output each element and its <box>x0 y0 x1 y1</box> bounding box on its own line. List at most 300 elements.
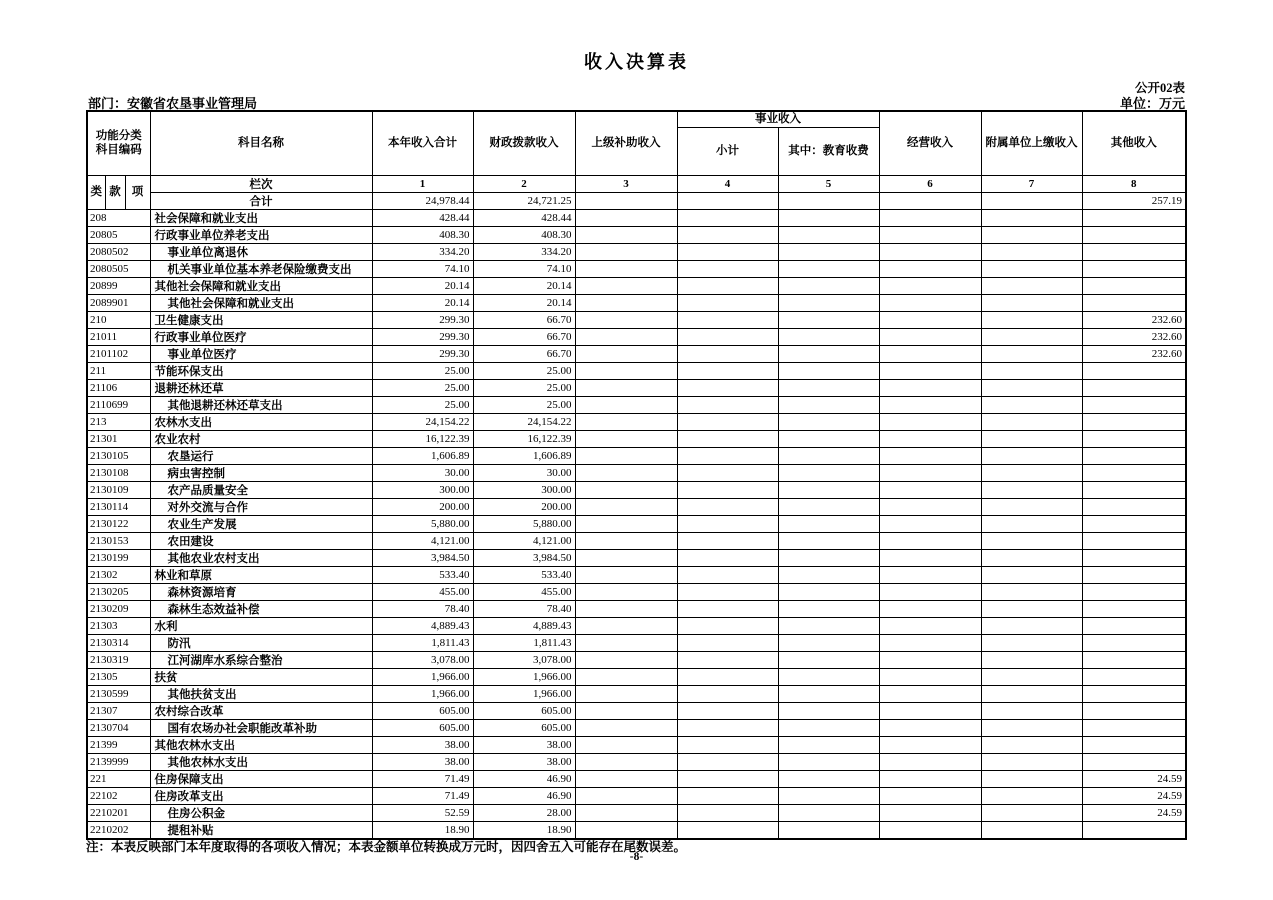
row-value-cell <box>1082 243 1186 260</box>
table-row <box>87 413 1186 430</box>
row-value-cell <box>879 651 981 668</box>
table-row <box>87 804 1186 821</box>
row-value-cell <box>575 787 677 804</box>
row-function-code: 22102 <box>87 787 150 804</box>
row-value-cell: 408.30 <box>372 226 473 243</box>
row-function-code: 21301 <box>87 430 150 447</box>
row-value-cell <box>575 243 677 260</box>
row-value-cell <box>879 277 981 294</box>
row-subject-name: 其他农林水支出 <box>150 753 372 770</box>
row-value-cell <box>981 787 1082 804</box>
table-row <box>87 532 1186 549</box>
row-value-cell <box>778 294 879 311</box>
row-value-cell <box>879 821 981 839</box>
row-function-code: 2130209 <box>87 600 150 617</box>
row-value-cell <box>677 447 778 464</box>
row-value-cell <box>778 736 879 753</box>
row-value-cell <box>575 515 677 532</box>
row-value-cell: 46.90 <box>473 787 575 804</box>
row-value-cell <box>981 770 1082 787</box>
row-value-cell <box>879 549 981 566</box>
row-value-cell <box>677 328 778 345</box>
column-number-3: 3 <box>575 175 677 192</box>
row-subject-name: 农业生产发展 <box>150 515 372 532</box>
row-value-cell: 66.70 <box>473 311 575 328</box>
header-code-class: 类 <box>87 175 105 209</box>
row-value-cell <box>677 260 778 277</box>
row-value-cell: 428.44 <box>372 209 473 226</box>
row-value-cell <box>1082 821 1186 839</box>
row-value-cell <box>879 566 981 583</box>
row-value-cell <box>575 617 677 634</box>
grand-total-value-2: 24,721.25 <box>473 192 575 209</box>
row-value-cell <box>575 430 677 447</box>
row-value-cell <box>879 209 981 226</box>
row-value-cell <box>1082 260 1186 277</box>
header-code-item: 项 <box>125 175 150 209</box>
row-value-cell <box>879 481 981 498</box>
header-subject-name: 科目名称 <box>150 111 372 175</box>
row-value-cell <box>778 277 879 294</box>
row-value-cell <box>981 328 1082 345</box>
row-function-code: 2210202 <box>87 821 150 839</box>
row-value-cell <box>879 260 981 277</box>
row-value-cell <box>575 651 677 668</box>
grand-total-value-6 <box>879 192 981 209</box>
row-function-code: 2130108 <box>87 464 150 481</box>
row-function-code: 21305 <box>87 668 150 685</box>
row-value-cell <box>1082 685 1186 702</box>
row-value-cell <box>575 668 677 685</box>
row-subject-name: 住房改革支出 <box>150 787 372 804</box>
row-value-cell <box>879 668 981 685</box>
row-value-cell: 1,606.89 <box>473 447 575 464</box>
row-value-cell <box>1082 430 1186 447</box>
table-row <box>87 328 1186 345</box>
row-value-cell: 232.60 <box>1082 311 1186 328</box>
row-function-code: 21302 <box>87 566 150 583</box>
row-subject-name: 其他退耕还林还草支出 <box>150 396 372 413</box>
row-value-cell: 3,984.50 <box>473 549 575 566</box>
row-value-cell <box>778 430 879 447</box>
table-row <box>87 379 1186 396</box>
row-value-cell <box>981 226 1082 243</box>
row-subject-name: 农村综合改革 <box>150 702 372 719</box>
row-function-code: 2080502 <box>87 243 150 260</box>
row-subject-name: 农林水支出 <box>150 413 372 430</box>
column-number-6: 6 <box>879 175 981 192</box>
row-value-cell: 24,154.22 <box>473 413 575 430</box>
row-value-cell <box>981 447 1082 464</box>
row-subject-name: 行政事业单位医疗 <box>150 328 372 345</box>
row-value-cell <box>1082 226 1186 243</box>
row-value-cell: 25.00 <box>473 379 575 396</box>
row-value-cell <box>575 770 677 787</box>
table-row <box>87 651 1186 668</box>
column-number-5: 5 <box>778 175 879 192</box>
table-row <box>87 685 1186 702</box>
row-value-cell <box>1082 566 1186 583</box>
header-code-section: 款 <box>105 175 125 209</box>
table-row <box>87 311 1186 328</box>
row-subject-name: 其他社会保障和就业支出 <box>150 294 372 311</box>
department-label: 部门：安徽省农垦事业管理局 <box>88 96 258 111</box>
row-value-cell: 299.30 <box>372 328 473 345</box>
row-value-cell: 30.00 <box>473 464 575 481</box>
row-function-code: 2130319 <box>87 651 150 668</box>
table-row <box>87 770 1186 787</box>
row-value-cell: 334.20 <box>372 243 473 260</box>
row-function-code: 21106 <box>87 379 150 396</box>
row-value-cell: 3,984.50 <box>372 549 473 566</box>
row-value-cell <box>879 634 981 651</box>
row-value-cell <box>677 702 778 719</box>
row-function-code: 213 <box>87 413 150 430</box>
row-value-cell <box>677 668 778 685</box>
row-value-cell: 25.00 <box>372 396 473 413</box>
row-value-cell: 71.49 <box>372 787 473 804</box>
row-value-cell <box>778 260 879 277</box>
row-value-cell <box>778 379 879 396</box>
row-value-cell <box>778 702 879 719</box>
row-value-cell: 1,811.43 <box>372 634 473 651</box>
row-value-cell <box>677 685 778 702</box>
table-row <box>87 464 1186 481</box>
row-function-code: 2089901 <box>87 294 150 311</box>
row-value-cell <box>879 464 981 481</box>
row-function-code: 2130109 <box>87 481 150 498</box>
row-value-cell <box>1082 362 1186 379</box>
row-value-cell: 38.00 <box>372 736 473 753</box>
row-value-cell <box>981 736 1082 753</box>
row-value-cell <box>1082 294 1186 311</box>
row-value-cell <box>778 345 879 362</box>
row-function-code: 2210201 <box>87 804 150 821</box>
row-value-cell: 299.30 <box>372 345 473 362</box>
row-value-cell <box>879 600 981 617</box>
row-value-cell <box>981 260 1082 277</box>
table-row <box>87 600 1186 617</box>
row-subject-name: 住房公积金 <box>150 804 372 821</box>
row-value-cell <box>879 226 981 243</box>
row-value-cell <box>1082 209 1186 226</box>
row-value-cell <box>1082 668 1186 685</box>
table-row <box>87 583 1186 600</box>
row-value-cell <box>981 294 1082 311</box>
table-row <box>87 668 1186 685</box>
row-value-cell: 1,606.89 <box>372 447 473 464</box>
row-value-cell <box>575 498 677 515</box>
row-function-code: 21399 <box>87 736 150 753</box>
row-value-cell <box>879 379 981 396</box>
row-value-cell <box>981 549 1082 566</box>
row-value-cell <box>575 566 677 583</box>
row-value-cell <box>575 396 677 413</box>
row-value-cell: 605.00 <box>473 702 575 719</box>
row-value-cell <box>778 583 879 600</box>
row-value-cell <box>778 753 879 770</box>
row-value-cell <box>879 532 981 549</box>
header-code-group <box>87 111 150 175</box>
row-value-cell <box>677 532 778 549</box>
row-value-cell <box>677 515 778 532</box>
header-other-income: 其他收入 <box>1082 111 1186 175</box>
row-value-cell <box>981 668 1082 685</box>
row-value-cell <box>778 668 879 685</box>
row-value-cell <box>575 260 677 277</box>
row-subject-name: 农产品质量安全 <box>150 481 372 498</box>
table-code-label: 公开02表 <box>1134 81 1185 95</box>
row-value-cell <box>778 464 879 481</box>
row-value-cell <box>981 719 1082 736</box>
row-value-cell: 38.00 <box>473 736 575 753</box>
row-value-cell: 25.00 <box>372 362 473 379</box>
row-value-cell <box>778 498 879 515</box>
row-value-cell: 38.00 <box>372 753 473 770</box>
row-value-cell <box>981 464 1082 481</box>
row-subject-name: 卫生健康支出 <box>150 311 372 328</box>
row-value-cell <box>778 226 879 243</box>
row-value-cell: 52.59 <box>372 804 473 821</box>
row-value-cell <box>677 345 778 362</box>
row-value-cell <box>575 583 677 600</box>
row-value-cell <box>879 294 981 311</box>
row-value-cell <box>778 787 879 804</box>
row-value-cell <box>879 430 981 447</box>
row-value-cell: 334.20 <box>473 243 575 260</box>
row-value-cell: 38.00 <box>473 753 575 770</box>
page-title: 收入决算表 <box>584 52 689 72</box>
row-value-cell <box>778 634 879 651</box>
row-value-cell <box>1082 651 1186 668</box>
row-subject-name: 事业单位医疗 <box>150 345 372 362</box>
row-value-cell: 428.44 <box>473 209 575 226</box>
row-value-cell <box>677 753 778 770</box>
table-row <box>87 209 1186 226</box>
row-subject-name: 行政事业单位养老支出 <box>150 226 372 243</box>
row-value-cell <box>981 685 1082 702</box>
row-subject-name: 事业单位离退休 <box>150 243 372 260</box>
header-operating-income: 经营收入 <box>879 111 981 175</box>
row-value-cell <box>981 311 1082 328</box>
row-subject-name: 森林资源培育 <box>150 583 372 600</box>
row-value-cell <box>1082 583 1186 600</box>
row-function-code: 2110699 <box>87 396 150 413</box>
row-value-cell: 25.00 <box>473 362 575 379</box>
row-value-cell <box>981 430 1082 447</box>
row-subject-name: 江河湖库水系综合整治 <box>150 651 372 668</box>
row-value-cell: 78.40 <box>372 600 473 617</box>
row-value-cell <box>981 277 1082 294</box>
row-value-cell <box>981 702 1082 719</box>
row-value-cell <box>677 294 778 311</box>
row-value-cell <box>778 396 879 413</box>
row-value-cell <box>879 413 981 430</box>
row-value-cell <box>575 226 677 243</box>
row-value-cell <box>778 685 879 702</box>
grand-total-value-7 <box>981 192 1082 209</box>
row-value-cell <box>575 447 677 464</box>
row-value-cell <box>575 464 677 481</box>
row-value-cell <box>575 736 677 753</box>
row-value-cell <box>879 736 981 753</box>
table-row <box>87 243 1186 260</box>
row-value-cell <box>981 362 1082 379</box>
row-value-cell: 300.00 <box>473 481 575 498</box>
row-value-cell <box>879 770 981 787</box>
table-row <box>87 515 1186 532</box>
row-value-cell <box>677 430 778 447</box>
column-number-2: 2 <box>473 175 575 192</box>
row-value-cell <box>879 396 981 413</box>
row-value-cell <box>677 311 778 328</box>
row-value-cell: 3,078.00 <box>473 651 575 668</box>
table-row <box>87 498 1186 515</box>
table-row <box>87 566 1186 583</box>
row-value-cell <box>778 209 879 226</box>
row-function-code: 211 <box>87 362 150 379</box>
row-function-code: 2130205 <box>87 583 150 600</box>
row-value-cell <box>1082 413 1186 430</box>
row-function-code: 20899 <box>87 277 150 294</box>
row-value-cell <box>1082 277 1186 294</box>
row-value-cell: 4,889.43 <box>473 617 575 634</box>
table-row <box>87 294 1186 311</box>
row-value-cell <box>575 753 677 770</box>
row-value-cell <box>677 209 778 226</box>
row-value-cell: 66.70 <box>473 328 575 345</box>
row-value-cell <box>879 328 981 345</box>
row-value-cell: 605.00 <box>372 719 473 736</box>
row-value-cell <box>981 243 1082 260</box>
table-row <box>87 345 1186 362</box>
row-value-cell <box>1082 736 1186 753</box>
row-value-cell <box>677 379 778 396</box>
row-function-code: 21307 <box>87 702 150 719</box>
row-value-cell: 71.49 <box>372 770 473 787</box>
row-value-cell <box>981 617 1082 634</box>
row-value-cell <box>981 515 1082 532</box>
row-value-cell <box>1082 600 1186 617</box>
row-subject-name: 森林生态效益补偿 <box>150 600 372 617</box>
header-education-fees: 其中：教育收费 <box>778 127 879 175</box>
row-value-cell: 1,811.43 <box>473 634 575 651</box>
row-function-code: 2130704 <box>87 719 150 736</box>
row-value-cell <box>778 481 879 498</box>
row-value-cell <box>1082 753 1186 770</box>
row-subject-name: 其他农业农村支出 <box>150 549 372 566</box>
row-value-cell <box>778 600 879 617</box>
row-value-cell <box>778 804 879 821</box>
row-value-cell <box>677 396 778 413</box>
row-value-cell <box>778 311 879 328</box>
row-value-cell: 18.90 <box>473 821 575 839</box>
row-value-cell <box>1082 515 1186 532</box>
row-value-cell <box>1082 447 1186 464</box>
row-value-cell <box>778 617 879 634</box>
row-value-cell: 20.14 <box>372 277 473 294</box>
table-row <box>87 277 1186 294</box>
row-value-cell <box>1082 617 1186 634</box>
row-value-cell: 78.40 <box>473 600 575 617</box>
row-value-cell <box>981 566 1082 583</box>
grand-total-row <box>87 192 1186 209</box>
row-subject-name: 林业和草原 <box>150 566 372 583</box>
row-subject-name: 农田建设 <box>150 532 372 549</box>
row-value-cell: 66.70 <box>473 345 575 362</box>
row-value-cell <box>677 243 778 260</box>
grand-total-value-5 <box>778 192 879 209</box>
row-value-cell <box>879 685 981 702</box>
row-value-cell: 24.59 <box>1082 770 1186 787</box>
row-value-cell <box>778 328 879 345</box>
row-value-cell: 20.14 <box>372 294 473 311</box>
row-subject-name: 机关事业单位基本养老保险缴费支出 <box>150 260 372 277</box>
row-value-cell <box>575 345 677 362</box>
row-value-cell <box>1082 549 1186 566</box>
header-total-income: 本年收入合计 <box>372 111 473 175</box>
row-function-code: 20805 <box>87 226 150 243</box>
row-value-cell <box>677 362 778 379</box>
row-value-cell <box>1082 719 1186 736</box>
row-value-cell: 4,121.00 <box>473 532 575 549</box>
row-value-cell <box>879 345 981 362</box>
row-value-cell <box>575 379 677 396</box>
row-value-cell <box>1082 498 1186 515</box>
row-value-cell: 408.30 <box>473 226 575 243</box>
table-row <box>87 396 1186 413</box>
row-value-cell: 20.14 <box>473 294 575 311</box>
row-value-cell <box>575 413 677 430</box>
table-row <box>87 481 1186 498</box>
grand-total-label: 合计 <box>150 192 372 209</box>
row-subject-name: 农业农村 <box>150 430 372 447</box>
row-value-cell <box>778 770 879 787</box>
table-row <box>87 549 1186 566</box>
row-value-cell: 533.40 <box>473 566 575 583</box>
row-value-cell: 455.00 <box>473 583 575 600</box>
row-value-cell <box>575 685 677 702</box>
row-function-code: 2139999 <box>87 753 150 770</box>
row-function-code: 210 <box>87 311 150 328</box>
header-fiscal-appropriation: 财政拨款收入 <box>473 111 575 175</box>
revenue-table <box>86 110 1187 840</box>
table-row <box>87 702 1186 719</box>
row-value-cell <box>981 634 1082 651</box>
column-number-row <box>87 175 1186 192</box>
table-row <box>87 260 1186 277</box>
row-subject-name: 退耕还林还草 <box>150 379 372 396</box>
header-row-groups <box>87 111 1186 127</box>
row-value-cell <box>677 481 778 498</box>
row-subject-name: 节能环保支出 <box>150 362 372 379</box>
row-value-cell <box>778 821 879 839</box>
header-business-subtotal: 小计 <box>677 127 778 175</box>
row-value-cell <box>879 719 981 736</box>
row-value-cell: 30.00 <box>372 464 473 481</box>
row-subject-name: 提租补贴 <box>150 821 372 839</box>
grand-total-value-3 <box>575 192 677 209</box>
row-value-cell <box>1082 702 1186 719</box>
row-value-cell: 299.30 <box>372 311 473 328</box>
row-value-cell <box>575 532 677 549</box>
row-value-cell <box>677 787 778 804</box>
row-value-cell <box>575 294 677 311</box>
page-number: -8- <box>629 851 644 863</box>
row-value-cell <box>778 243 879 260</box>
row-subject-name: 病虫害控制 <box>150 464 372 481</box>
row-value-cell <box>778 362 879 379</box>
